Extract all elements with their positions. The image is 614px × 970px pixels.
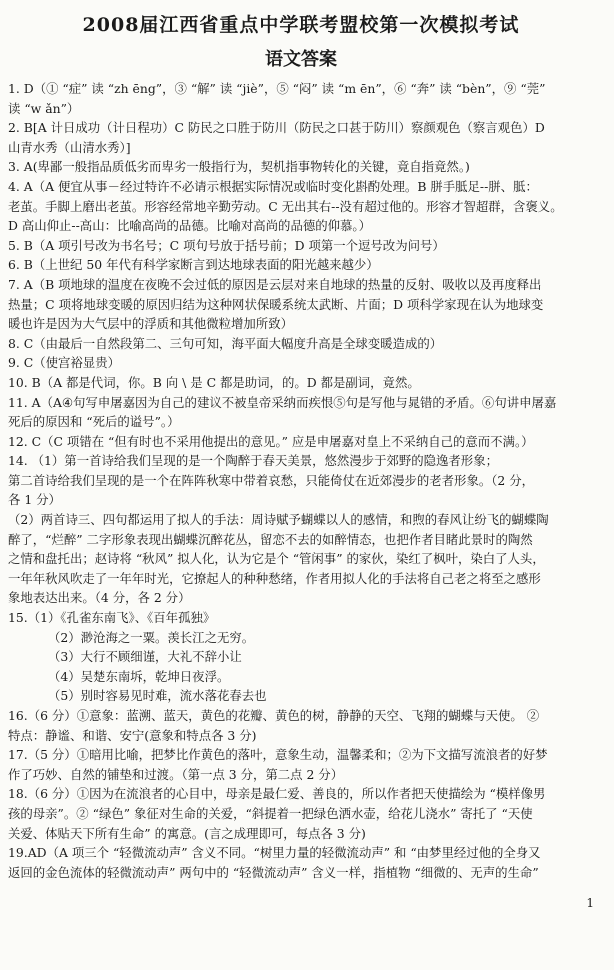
answer-line: 10. B（A 都是代词，你。B 向 \ 是 C 都是助词，的。D 都是副词，竟然。 bbox=[8, 374, 420, 390]
answer-line: 7. A（B 项地球的温度在夜晚不会过低的原因是云层对来自地球的热量的反射、吸收以及再度释出 bbox=[8, 276, 542, 292]
answer-line: 17.（5 分）①暗用比喻，把梦比作黄色的落叶，意象生动，温馨柔和；②为下文描写流浪者的好梦 bbox=[8, 747, 548, 763]
answer-line: 之情和盘托出；赵诗将 “秋风” 拟人化，认为它是个 “管闲事” 的家伙，染红了枫叶，染白了人头， bbox=[8, 551, 545, 567]
answer-line: 读 “w ǎn”） bbox=[8, 100, 80, 116]
answer-line: 19.AD（A 项三个 “轻微流动声” 含义不同。“树里力量的轻微流动声” 和 “由梦里经过他的全身又 bbox=[8, 845, 541, 861]
answer-line: 各 1 分） bbox=[8, 492, 61, 508]
answer-line: 1. D（① “症” 读 “zh ēng”，③ “解” 读 “jiè”，⑤ “闷” 读 “m ēn”，⑥ “奔” 读 “bèn”，⑨ “莞” bbox=[8, 81, 546, 96]
answer-line: 暖也许是因为大气层中的浮质和其他微粒增加所致） bbox=[8, 316, 293, 332]
answer-line: 老茧。手脚上磨出老茧。形容经常地辛勤劳动。C 无出其右--没有超过他的。形容才智超群，含褒义。 bbox=[8, 198, 563, 214]
answer-line: 9. C（使宫裕显贵） bbox=[8, 355, 120, 371]
answer-line: （5）别时容易见时难，流水落花春去也 bbox=[48, 688, 267, 704]
answer-line: 6. B（上世纪 50 年代有科学家断言到达地球表面的阳光越来越少） bbox=[8, 257, 379, 273]
document-title: 2008届江西省重点中学联考盟校第一次模拟考试 bbox=[82, 14, 520, 36]
answer-line: 3. A(卑鄙一般指品质低劣而卑劣一般指行为，契机指事物转化的关键，竟自指竟然。) bbox=[8, 159, 470, 175]
answer-line: 特点：静谧、和谐、安宁(意象和特点各 3 分) bbox=[8, 727, 257, 743]
answer-line: 象地表达出来。（4 分，各 2 分） bbox=[8, 590, 191, 606]
answer-line: 山青水秀（山清水秀）] bbox=[8, 139, 131, 155]
answer-line: 一年年秋风吹走了一年年时光，它撩起人的种种愁绪，作者用拟人化的手法将自己老之将至之感形 bbox=[8, 570, 541, 586]
answer-line: （4）吴楚东南坼，乾坤日夜浮。 bbox=[48, 668, 230, 684]
answer-line: 死后的原因和 “死后的谥号”。） bbox=[8, 414, 180, 430]
answer-line: （2）两首诗三、四句都运用了拟人的手法：周诗赋予蝴蝶以人的感情，和煦的春风让纷飞的蝴蝶陶 bbox=[8, 512, 549, 528]
answer-line: 热量；C 项将地球变暖的原因归结为这种网状保暖系统太武断、片面；D 项科学家现在认为地球变 bbox=[8, 296, 544, 312]
answer-line: 5. B（A 项引号改为书名号；C 项句号放于括号前；D 项第一个逗号改为问号） bbox=[8, 237, 445, 253]
answer-line: 16.（6 分）①意象：蓝溯、蓝天，黄色的花瓣、黄色的树，静静的天空、飞翔的蝴蝶与天使。 ② bbox=[8, 708, 540, 723]
answer-line: 8. C（由最后一自然段第二、三句可知，海平面大幅度升高是全球变暖造成的） bbox=[8, 335, 443, 351]
answer-line: 作了巧妙、自然的铺垫和过渡。（第一点 3 分，第二点 2 分） bbox=[8, 766, 344, 782]
document-subtitle: 语文答案 bbox=[265, 49, 337, 70]
answer-line: 孩的母亲”。② “绿色” 象征对生命的关爱，“斜提着一把绿色洒水壶，给花儿浇水” 寄托了 “天使 bbox=[8, 805, 533, 821]
answer-body bbox=[8, 79, 594, 882]
answer-line: （2）渺沧海之一粟。羡长江之无穷。 bbox=[48, 629, 255, 645]
answer-line: 14. （1）第一首诗给我们呈现的是一个陶醉于春天美景，悠然漫步于郊野的隐逸者形象； bbox=[8, 453, 498, 469]
answer-line: 4. A（A 便宜从事－经过特许不必请示根据实际情况或临时变化斟酌处理。B 胼手胝足--胼、胝： bbox=[8, 178, 538, 194]
answer-line: 12. C（C 项错在 “但有时也不采用他提出的意见。” 应是申屠嘉对皇上不采纳自己的意而不满。） bbox=[8, 433, 534, 449]
answer-line: 15.（1）《孔雀东南飞》、《百年孤独》 bbox=[8, 610, 216, 626]
answer-line: D 高山仰止--高山：比喻高尚的品德。比喻对高尚的品德的仰慕。） bbox=[8, 218, 371, 234]
page-number: 1 bbox=[586, 896, 594, 910]
answer-line: 2. B[A 计日成功（计日程功）C 防民之口胜于防川（防民之口甚于防川）察颜观色（察言观色）D bbox=[8, 120, 545, 136]
answer-line: 11. A（A④句写申屠嘉因为自己的建议不被皇帝采纳而疾恨⑤句是写他与晁错的矛盾。⑥句讲申屠嘉 bbox=[8, 394, 557, 410]
answer-line: 关爱、体贴天下所有生命” 的寓意。(言之成理即可，每点各 3 分) bbox=[8, 825, 366, 841]
answer-line: 18.（6 分）①因为在流浪者的心目中，母亲是最仁爱、善良的，所以作者把天使描绘为 “模样像男 bbox=[8, 786, 546, 802]
answer-line: （3）大行不顾细谨，大礼不辞小让 bbox=[48, 649, 242, 665]
answer-line: 返回的金色流体的轻微流动声” 两句中的 “轻微流动声” 含义一样，指植物 “细微的、无声的生命” bbox=[8, 864, 539, 880]
answer-line: 第二首诗给我们呈现的是一个在阵阵秋寒中带着哀愁，只能倚仗在近郊漫步的老者形象。（2 分， bbox=[8, 472, 535, 488]
answer-line: 醉了，“烂醉” 二字形象表现出蝴蝶沉醉花丛，留恋不去的如醉情态，也把作者目睹此景时的陶然 bbox=[8, 531, 533, 547]
